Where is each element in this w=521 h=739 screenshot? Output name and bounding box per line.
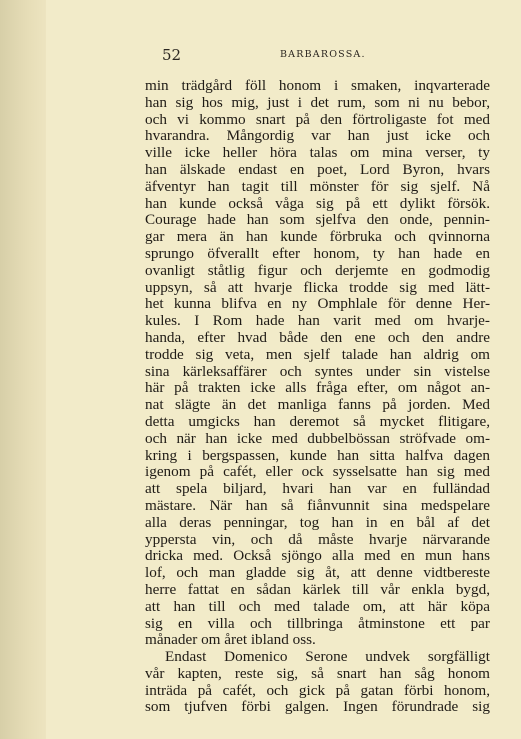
- text-line: här på trakten icke alls fråga efter, om något an-: [145, 379, 490, 397]
- text-line: sina kärleksaffärer och syntes under sin vistelse: [145, 362, 490, 380]
- text-line: nat slägte än det manliga fanns på jorden. Med: [145, 396, 490, 414]
- text-line: uppsyn, så att hvarje flicka trodde sig med lätt-: [145, 278, 490, 296]
- text-line: och när han icke med dubbelbössan ströfvade om-: [145, 429, 490, 447]
- text-line: ovanligt ståtlig figur och derjemte en godmodig: [145, 261, 490, 279]
- text-line: trodde sig veta, men sjelf talade han aldrig om: [145, 345, 490, 363]
- text-line: igenom på cafét, eller ock sysselsatte han sig med: [145, 463, 490, 481]
- text-line: Endast Domenico Serone undvek sorgfälligt: [165, 648, 490, 666]
- text-line: kring i bergspassen, kunde han sitta halfva dagen: [145, 446, 490, 464]
- text-line: äfventyr han tagit till mönster för sig sjelf. Nå: [145, 177, 490, 195]
- text-line: att spela biljard, hvari han var en fulländad: [145, 480, 490, 498]
- text-line: herre fattat en sådan kärlek till vår enkla bygd,: [145, 580, 490, 598]
- text-line: vår kapten, reste sig, så snart han såg honom: [145, 664, 490, 682]
- text-line: alla deras penningar, tog han in en bål af det: [145, 513, 490, 531]
- book-gutter: [0, 0, 47, 739]
- text-line: att han till och med talade om, att här köpa: [145, 597, 490, 615]
- text-line: han sig hos mig, just i det rum, som ni nu bebor,: [145, 93, 490, 111]
- text-line: het kunna blifva en ny Omphlale för denne Her-: [145, 295, 490, 313]
- text-line: han kunde också våga sig på ett dylikt försök.: [145, 194, 490, 212]
- text-line: sig en villa och tillbringa åtminstone ett par: [145, 614, 490, 632]
- text-line: detta umgicks han deremot så mycket flitigare,: [145, 412, 490, 430]
- running-head: BARBAROSSA.: [280, 49, 366, 60]
- text-line: lof, och man gladde sig åt, att denne vidtbereste: [145, 564, 490, 582]
- text-line: min trädgård föll honom i smaken, inqvarterade: [145, 77, 490, 94]
- text-line: mästare. När han så fiånvunnit sina medspelare: [145, 496, 490, 514]
- page-header: [162, 46, 502, 68]
- text-line: hvarandra. Mångordig var han just icke och: [145, 127, 490, 145]
- text-line: och vi kommo snart på den förtroligaste fot med: [145, 110, 490, 128]
- text-line: han älskade endast en poet, Lord Byron, hvars: [145, 160, 490, 178]
- text-line: handa, efter hvad både den ene och den andre: [145, 328, 490, 346]
- text-line: kules. I Rom hade han varit med om hvarje-: [145, 312, 490, 330]
- text-line: månader om året ibland oss.: [145, 631, 316, 649]
- page-number: 52: [162, 46, 182, 64]
- text-line: Courage hade han som sjelfva den onde, pennin-: [145, 211, 490, 229]
- text-line: inträda på cafét, och gick på gatan förbi honom,: [145, 681, 490, 699]
- body-text: [145, 78, 490, 716]
- text-line: som tjufven förbi galgen. Ingen förundrade sig: [145, 698, 490, 716]
- text-line: yppersta vin, och då måste hvarje närvarande: [145, 530, 490, 548]
- text-line: dricka med. Också sjöngo alla med en mun hans: [145, 547, 490, 565]
- text-line: ville icke heller höra talas om mina verser, ty: [145, 144, 490, 162]
- text-line: gar mera än han kunde förbruka och qvinnorna: [145, 228, 490, 246]
- text-line: sprungo öfverallt efter honom, ty han hade en: [145, 244, 490, 262]
